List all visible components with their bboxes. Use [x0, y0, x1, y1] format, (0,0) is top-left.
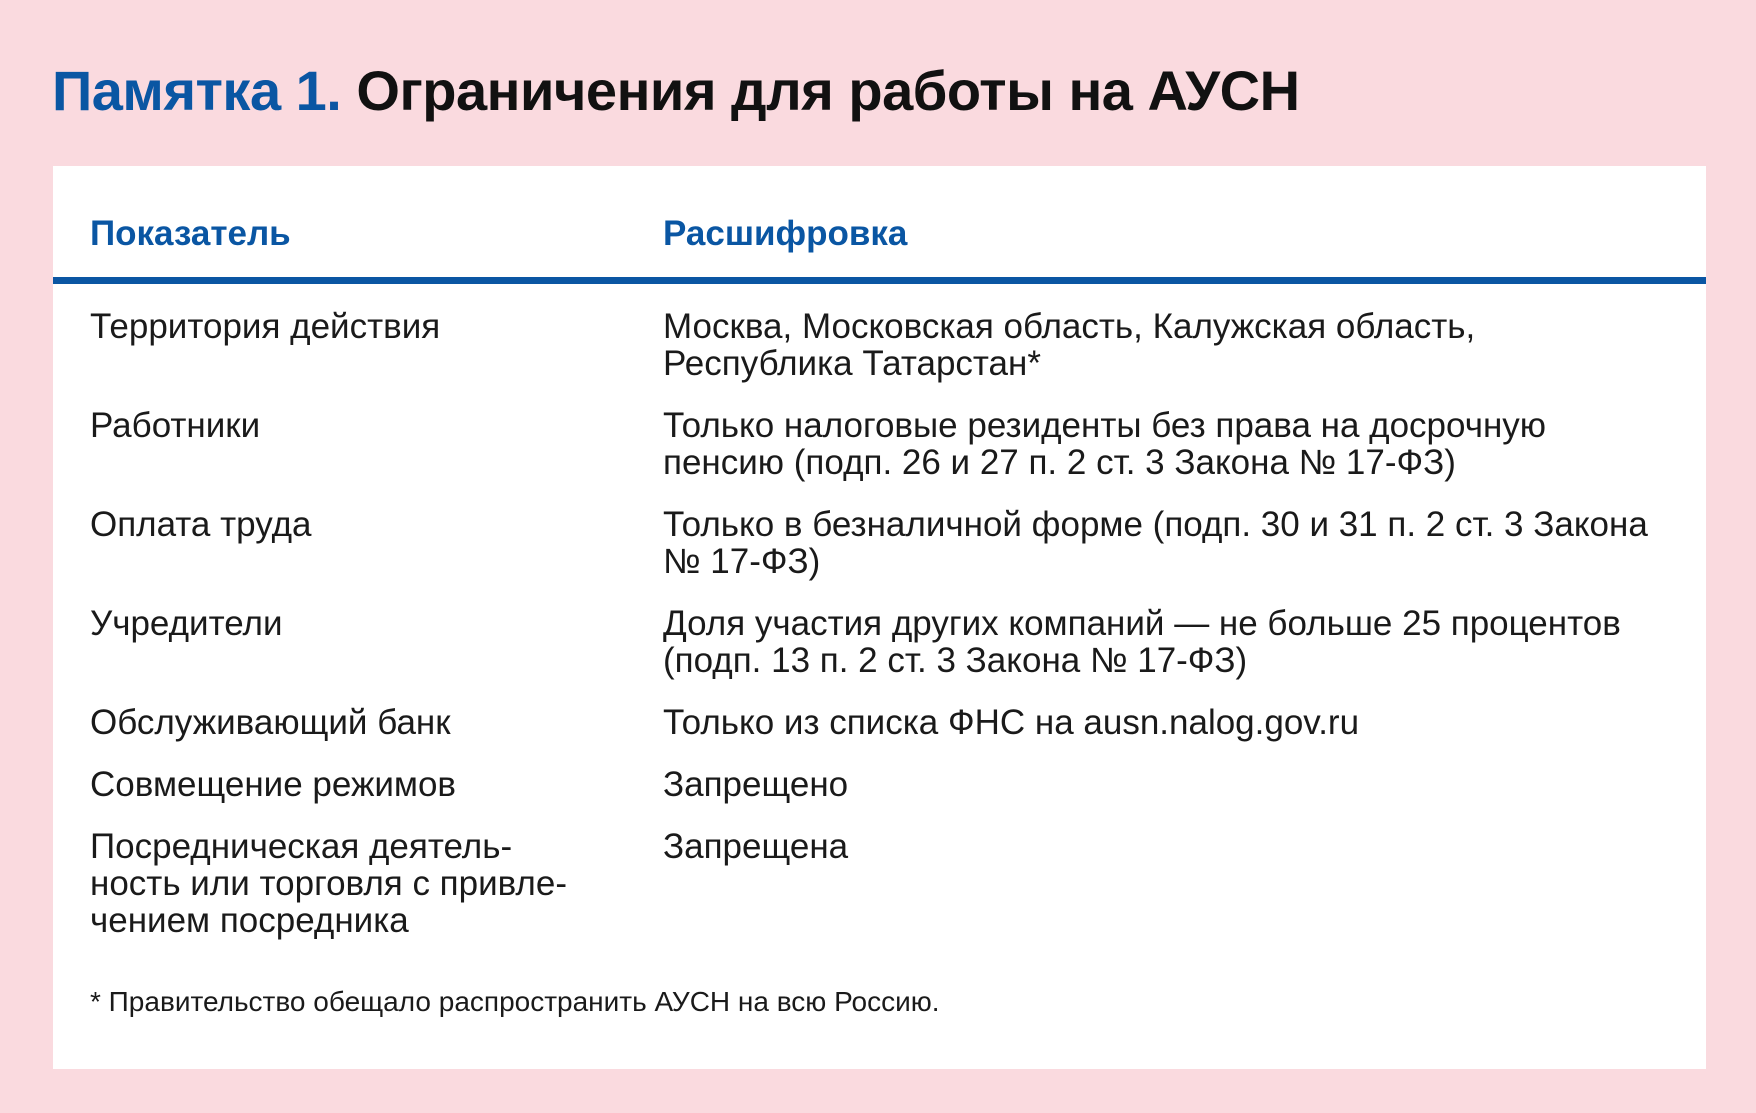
title-prefix: Памятка 1. [52, 59, 342, 122]
table-row [53, 308, 1706, 407]
row-indicator-agency: Посредническая деятель- ность или торговля с привле- чением посредника [90, 827, 567, 940]
page-title [52, 60, 1300, 122]
row-indicator-pay: Оплата труда [90, 505, 312, 544]
row-indicator-combine: Совмещение режимов [90, 765, 457, 804]
table-row [53, 828, 1706, 948]
title-main: Ограничения для работы на АУСН [356, 59, 1300, 122]
table-body [53, 308, 1706, 948]
row-decoding-territory: Москва, Московская область, Калужская область, Республика Татарстан* [663, 307, 1476, 383]
table-header-row [53, 166, 1706, 278]
row-indicator-bank: Обслуживающий банк [90, 703, 451, 742]
footnote: * Правительство обещало распространить АУСН на всю Россию. [90, 986, 940, 1017]
row-decoding-bank: Только из списка ФНС на ausn.nalog.gov.ru [663, 703, 1360, 742]
row-decoding-agency: Запрещена [663, 827, 849, 866]
row-decoding-workers: Только налоговые резиденты без права на досрочную пенсию (подп. 26 и 27 п. 2 ст. 3 Закона № 17-ФЗ) [663, 406, 1547, 482]
table-row [53, 704, 1706, 766]
table-row [53, 506, 1706, 605]
table-row [53, 407, 1706, 506]
row-indicator-founders: Учредители [90, 604, 283, 643]
header-decoding: Расшифровка [663, 214, 908, 253]
header-divider [53, 277, 1706, 284]
row-indicator-workers: Работники [90, 406, 261, 445]
row-decoding-founders: Доля участия других компаний — не больше 25 процентов (подп. 13 п. 2 ст. 3 Закона № 17-ФЗ) [663, 604, 1621, 680]
row-decoding-pay: Только в безналичной форме (подп. 30 и 31 п. 2 ст. 3 Закона № 17-ФЗ) [663, 505, 1648, 581]
restrictions-table-card [53, 166, 1706, 1069]
table-row [53, 766, 1706, 828]
header-indicator: Показатель [90, 214, 291, 253]
row-decoding-combine: Запрещено [663, 765, 849, 804]
row-indicator-territory: Территория действия [90, 307, 441, 346]
table-row [53, 605, 1706, 704]
